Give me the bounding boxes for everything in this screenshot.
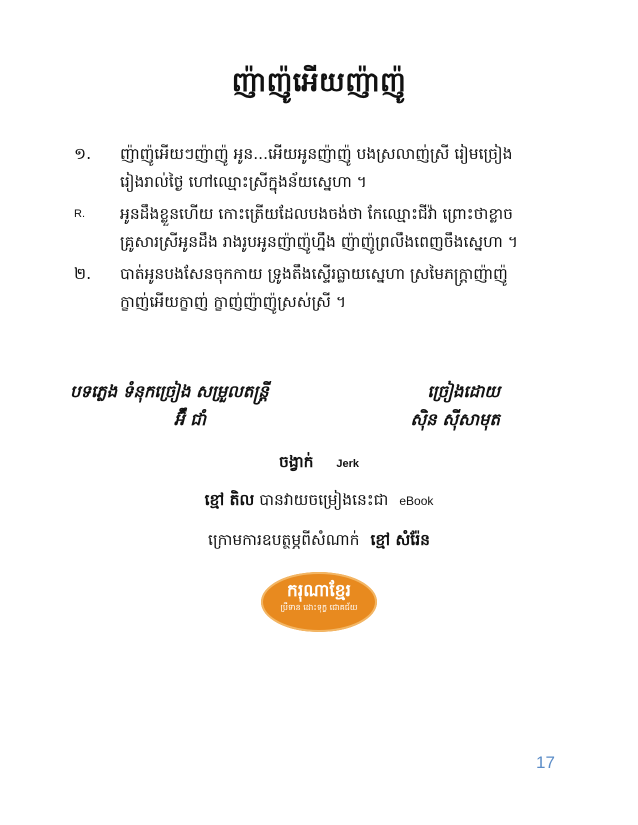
lyric-line: បាត់អូនបងសែនចុកកាយ ទ្រូងតឹងស្ទើរធ្លាយស្នេហា ស្រមៃភក្ត្រាញ៉ាញ៉ូ <box>120 265 508 283</box>
rhythm-value: Jerk <box>336 458 359 470</box>
lyrics <box>74 140 574 320</box>
song-title: ញ៉ាញ៉ូអើយញ៉ាញ៉ូ <box>231 67 407 98</box>
singer-name: ស៊ិន ស៊ីសាមុត <box>410 410 500 429</box>
verse-number: ២. <box>74 264 92 283</box>
rhythm-line <box>0 452 638 475</box>
sponsor-text: ក្រោមការឧបត្ថម្ភពីសំណាក់ <box>208 531 360 549</box>
lyric-line: ញ៉ាញ៉ូអើយៗញ៉ាញ៉ូ អូន...អើយអូនញ៉ាញ៉ូ បងស្រលាញ់ស្រី រៀមច្រៀង <box>120 145 513 163</box>
composer-name: អ៊ឹំ ជាំ <box>174 410 206 429</box>
lyric-line: ក្ខាញ់អើយក្ខាញ់ ក្ខាញ់ញ៉ាញ៉ូស្រស់ស្រី ។ <box>120 293 347 311</box>
verse-refrain <box>74 200 574 256</box>
lyric-line: រៀងរាល់ថ្ងៃ ហៅឈ្មោះស្រីក្នុងន័យស្នេហា ។ <box>120 173 367 191</box>
logo-text-main: ករុណាខ្មែរ <box>287 581 351 601</box>
sponsor-name: ខ្មៅ សំរ៉ែន <box>370 531 430 549</box>
karuna-khmer-logo <box>261 572 377 632</box>
typist-text: បានវាយចម្រៀងនេះជា <box>259 491 389 509</box>
lyric-line: អូនដឹងខ្លួនហើយ កោះត្រើយដែលបងចង់ថា កែឈ្មោះជីវ៉ា ព្រោះថាខ្លាច <box>120 205 513 223</box>
rhythm-label: ចង្វាក់ <box>278 453 314 471</box>
composer-label: បទភ្លេង ទំនុកច្រៀង សម្រួលតន្ត្រី <box>70 382 269 401</box>
typist-name: ខ្មៅ តិល <box>204 491 255 509</box>
logo-text-sub: ប្រឹទាន ដោះទុក្ខ ជោគជ័យ <box>280 603 358 612</box>
credits <box>70 378 570 434</box>
verse-number: ១. <box>74 144 92 163</box>
typist-line <box>0 490 638 513</box>
sponsor-line <box>0 530 638 553</box>
verse-number: R. <box>74 208 85 220</box>
verse-2 <box>74 260 574 316</box>
page-number: 17 <box>536 753 555 772</box>
verse-1 <box>74 140 574 196</box>
singer-label: ច្រៀងដោយ <box>427 382 500 401</box>
typist-format: eBook <box>399 494 434 508</box>
lyric-line: គ្រូសារស្រីអូនដឹង រាងរូបអូនញ៉ាញ៉ូហ្នឹង ញ៉ាញ៉ូព្រលឹងពេញចឹងស្នេហា ។ <box>120 233 518 251</box>
